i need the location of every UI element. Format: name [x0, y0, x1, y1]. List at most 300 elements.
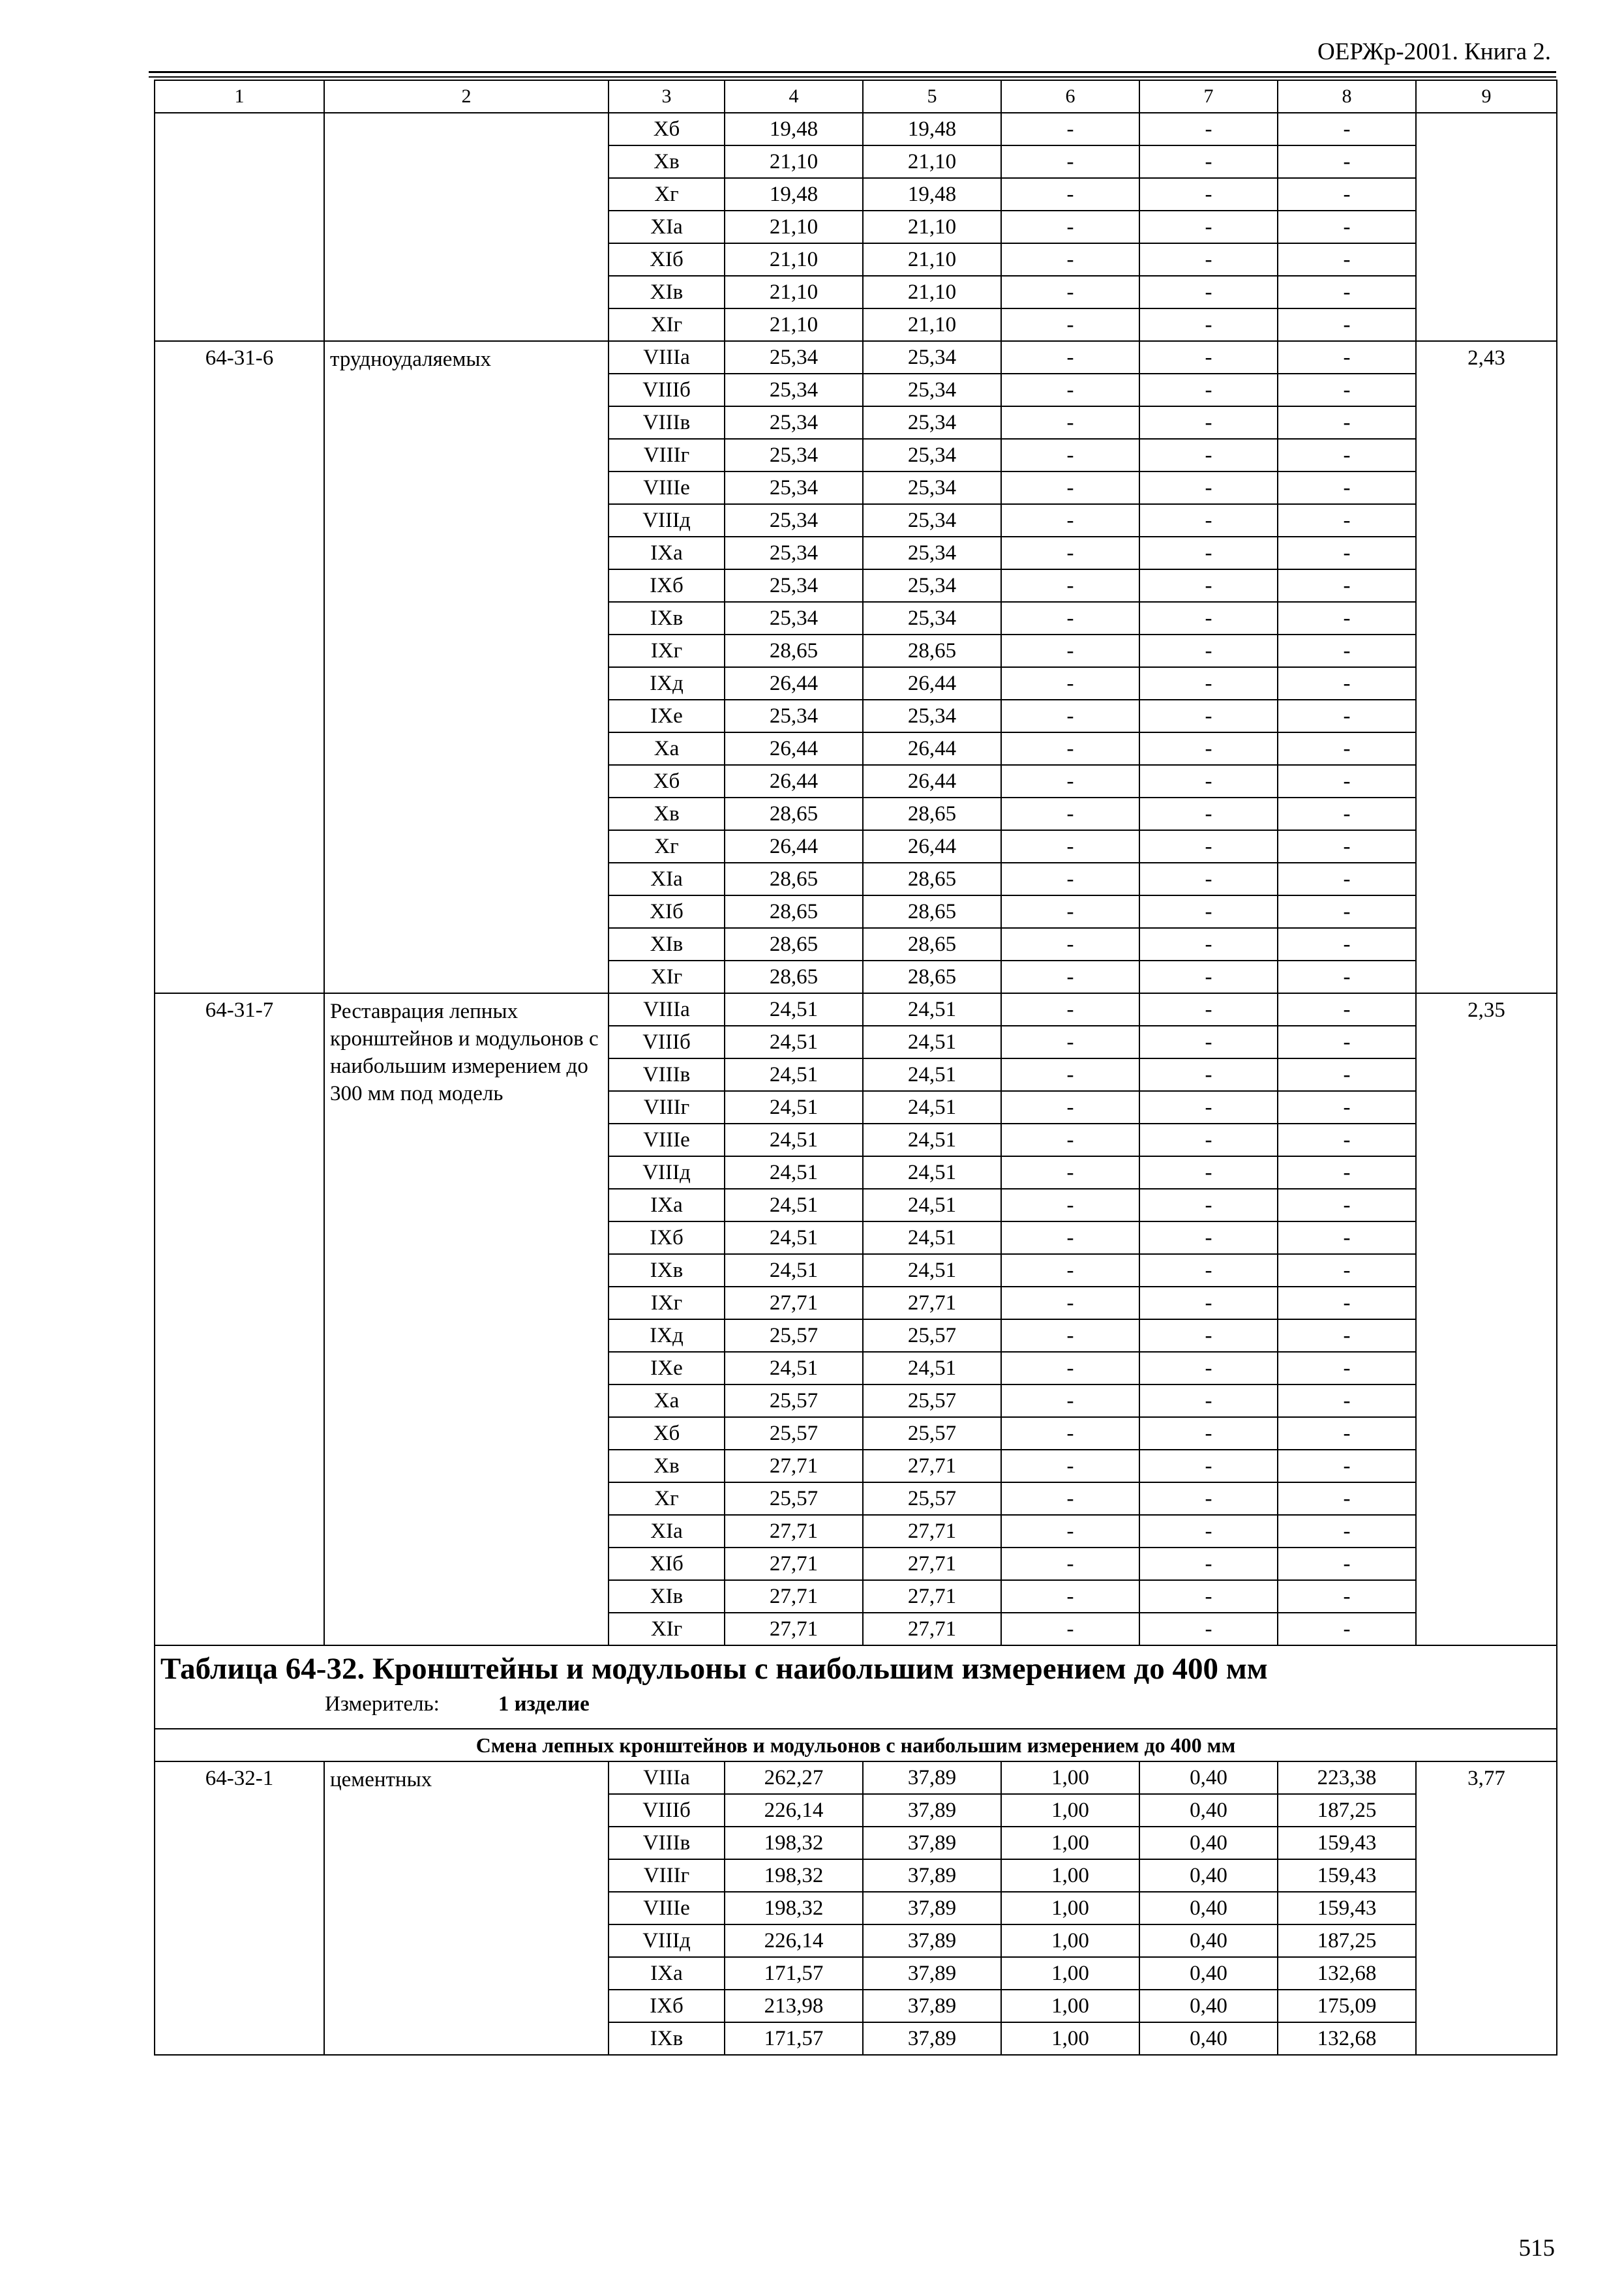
machine-cost: - [1001, 504, 1139, 537]
labor-cost: 37,89 [863, 1990, 1001, 2022]
total-cost: 28,65 [725, 798, 863, 830]
labor-cost: 27,71 [863, 1548, 1001, 1580]
machinist-wages: - [1139, 406, 1278, 439]
machinist-wages: 0,40 [1139, 1892, 1278, 1924]
labor-cost: 24,51 [863, 1124, 1001, 1156]
machinist-wages: - [1139, 113, 1278, 145]
machinist-wages: - [1139, 1352, 1278, 1384]
column-number: 2 [324, 80, 609, 113]
region-code: Xв [609, 145, 725, 178]
region-code: XIг [609, 308, 725, 341]
machinist-wages: - [1139, 993, 1278, 1026]
machinist-wages: 0,40 [1139, 1957, 1278, 1990]
total-cost: 21,10 [725, 243, 863, 276]
total-cost: 24,51 [725, 1124, 863, 1156]
labor-cost: 24,51 [863, 1352, 1001, 1384]
region-code: IXд [609, 1319, 725, 1352]
materials-cost: - [1278, 798, 1416, 830]
machine-cost: - [1001, 211, 1139, 243]
materials-cost: - [1278, 1058, 1416, 1091]
region-code: VIIIг [609, 1859, 725, 1892]
norm-code: 64-32-1 [155, 1761, 324, 2055]
total-cost: 24,51 [725, 1091, 863, 1124]
machinist-wages: - [1139, 1091, 1278, 1124]
materials-cost: - [1278, 830, 1416, 863]
total-cost: 171,57 [725, 1957, 863, 1990]
region-code: IXд [609, 667, 725, 700]
total-cost: 25,34 [725, 341, 863, 374]
labor-cost: 27,71 [863, 1580, 1001, 1613]
machinist-wages: - [1139, 765, 1278, 798]
total-cost: 213,98 [725, 1990, 863, 2022]
machine-cost: - [1001, 1580, 1139, 1613]
materials-cost: - [1278, 374, 1416, 406]
machinist-wages: 0,40 [1139, 1990, 1278, 2022]
column-number: 4 [725, 80, 863, 113]
price-table [154, 80, 1557, 2056]
region-code: XIг [609, 1613, 725, 1645]
region-code: Xв [609, 798, 725, 830]
materials-cost: - [1278, 1254, 1416, 1287]
machinist-wages: - [1139, 1515, 1278, 1548]
region-code: VIIIа [609, 341, 725, 374]
materials-cost: - [1278, 732, 1416, 765]
materials-cost: - [1278, 602, 1416, 635]
machine-cost: - [1001, 1482, 1139, 1515]
machine-cost: - [1001, 602, 1139, 635]
materials-cost: - [1278, 439, 1416, 471]
labor-cost: 19,48 [863, 178, 1001, 211]
total-cost: 24,51 [725, 1026, 863, 1058]
machine-cost: 1,00 [1001, 1957, 1139, 1990]
region-code: IXе [609, 1352, 725, 1384]
table-caption-row [155, 1645, 1557, 1729]
machinist-wages: 0,40 [1139, 1859, 1278, 1892]
region-code: Xг [609, 178, 725, 211]
total-cost: 27,71 [725, 1580, 863, 1613]
region-code: VIIIд [609, 504, 725, 537]
region-code: XIа [609, 211, 725, 243]
materials-cost: 159,43 [1278, 1827, 1416, 1859]
machine-cost: - [1001, 178, 1139, 211]
machinist-wages: - [1139, 1417, 1278, 1450]
work-description: Реставрация лепных кронштейнов и модульонов с наибольшим измерением до 300 мм под модель [324, 993, 609, 1645]
machinist-wages: - [1139, 635, 1278, 667]
materials-cost: - [1278, 928, 1416, 961]
column-number: 7 [1139, 80, 1278, 113]
region-code: XIг [609, 961, 725, 993]
machinist-wages: - [1139, 700, 1278, 732]
labor-cost: 25,34 [863, 700, 1001, 732]
region-code: XIв [609, 1580, 725, 1613]
column-number: 3 [609, 80, 725, 113]
region-code: IXб [609, 569, 725, 602]
machinist-wages: - [1139, 732, 1278, 765]
machine-cost: - [1001, 1450, 1139, 1482]
machinist-wages: - [1139, 178, 1278, 211]
machinist-wages: - [1139, 1287, 1278, 1319]
table-caption-title: Таблица 64-32. Кронштейны и модульоны с наибольшим измерением до 400 мм [160, 1652, 1268, 1686]
machine-cost: - [1001, 1287, 1139, 1319]
total-cost: 25,34 [725, 602, 863, 635]
materials-cost: 132,68 [1278, 1957, 1416, 1990]
machine-cost: - [1001, 1124, 1139, 1156]
region-code: IXв [609, 602, 725, 635]
machinist-wages: - [1139, 1613, 1278, 1645]
region-code: Xб [609, 765, 725, 798]
labor-cost: 26,44 [863, 830, 1001, 863]
materials-cost: - [1278, 243, 1416, 276]
total-cost: 25,57 [725, 1482, 863, 1515]
table-caption-section [155, 1645, 1557, 1761]
total-cost: 19,48 [725, 113, 863, 145]
labor-cost: 24,51 [863, 1091, 1001, 1124]
document-title: ОЕРЖр-2001. Книга 2. [1317, 38, 1551, 65]
region-code: XIб [609, 895, 725, 928]
norm-code [155, 113, 324, 341]
labor-cost: 25,34 [863, 569, 1001, 602]
page-number: 515 [1518, 2235, 1555, 2262]
column-number-row [155, 80, 1557, 113]
table-body-upper [155, 80, 1557, 1645]
materials-cost: - [1278, 276, 1416, 308]
machinist-wages: 0,40 [1139, 2022, 1278, 2055]
machinist-wages: - [1139, 341, 1278, 374]
labor-cost: 21,10 [863, 276, 1001, 308]
labor-cost: 26,44 [863, 667, 1001, 700]
total-cost: 27,71 [725, 1450, 863, 1482]
region-code: VIIIв [609, 1058, 725, 1091]
materials-cost: - [1278, 569, 1416, 602]
total-cost: 28,65 [725, 928, 863, 961]
labor-cost: 25,57 [863, 1319, 1001, 1352]
region-code: VIIIд [609, 1156, 725, 1189]
machinist-wages: - [1139, 537, 1278, 569]
machine-cost: - [1001, 765, 1139, 798]
materials-cost: - [1278, 1319, 1416, 1352]
total-cost: 25,34 [725, 439, 863, 471]
machinist-wages: - [1139, 504, 1278, 537]
region-code: IXв [609, 1254, 725, 1287]
machine-cost: - [1001, 113, 1139, 145]
work-description: трудноудаляемых [324, 341, 609, 993]
total-cost: 24,51 [725, 1058, 863, 1091]
region-code: XIб [609, 243, 725, 276]
materials-cost: 159,43 [1278, 1859, 1416, 1892]
total-cost: 262,27 [725, 1761, 863, 1794]
column-number: 5 [863, 80, 1001, 113]
total-cost: 25,34 [725, 569, 863, 602]
machinist-wages: - [1139, 602, 1278, 635]
total-cost: 24,51 [725, 1352, 863, 1384]
measure-line [160, 1689, 1551, 1719]
region-code: VIIIв [609, 1827, 725, 1859]
labor-cost: 37,89 [863, 1924, 1001, 1957]
materials-cost: - [1278, 178, 1416, 211]
machinist-wages: - [1139, 1384, 1278, 1417]
labor-hours: 2,43 [1416, 341, 1557, 993]
machinist-wages: - [1139, 145, 1278, 178]
machinist-wages: - [1139, 863, 1278, 895]
machine-cost: - [1001, 1091, 1139, 1124]
materials-cost: - [1278, 1189, 1416, 1221]
region-code: VIIIе [609, 1124, 725, 1156]
materials-cost: - [1278, 1156, 1416, 1189]
labor-cost: 27,71 [863, 1515, 1001, 1548]
labor-cost: 25,34 [863, 471, 1001, 504]
materials-cost: - [1278, 667, 1416, 700]
labor-cost: 28,65 [863, 863, 1001, 895]
labor-cost: 24,51 [863, 1189, 1001, 1221]
region-code: VIIIе [609, 471, 725, 504]
machine-cost: - [1001, 1026, 1139, 1058]
measure-unit: 1 изделие [498, 1692, 590, 1716]
total-cost: 171,57 [725, 2022, 863, 2055]
total-cost: 27,71 [725, 1548, 863, 1580]
page-header [149, 34, 1556, 73]
machinist-wages: - [1139, 471, 1278, 504]
region-code: Xб [609, 1417, 725, 1450]
total-cost: 28,65 [725, 863, 863, 895]
machine-cost: - [1001, 537, 1139, 569]
region-code: VIIIа [609, 993, 725, 1026]
total-cost: 25,57 [725, 1319, 863, 1352]
region-code: IXг [609, 635, 725, 667]
materials-cost: - [1278, 1287, 1416, 1319]
materials-cost: - [1278, 113, 1416, 145]
labor-cost: 37,89 [863, 1859, 1001, 1892]
region-code: Xв [609, 1450, 725, 1482]
materials-cost: 159,43 [1278, 1892, 1416, 1924]
labor-cost: 37,89 [863, 1957, 1001, 1990]
column-number: 6 [1001, 80, 1139, 113]
machine-cost: - [1001, 471, 1139, 504]
region-code: VIIIа [609, 1761, 725, 1794]
labor-cost: 25,34 [863, 504, 1001, 537]
region-code: XIб [609, 1548, 725, 1580]
total-cost: 27,71 [725, 1287, 863, 1319]
table-body-lower [155, 1761, 1557, 2055]
region-code: VIIIб [609, 1794, 725, 1827]
machine-cost: - [1001, 406, 1139, 439]
machinist-wages: - [1139, 1548, 1278, 1580]
machine-cost: - [1001, 863, 1139, 895]
materials-cost: - [1278, 1026, 1416, 1058]
machinist-wages: - [1139, 1124, 1278, 1156]
norm-code: 64-31-6 [155, 341, 324, 993]
total-cost: 24,51 [725, 1221, 863, 1254]
machinist-wages: 0,40 [1139, 1794, 1278, 1827]
machine-cost: - [1001, 341, 1139, 374]
machine-cost: - [1001, 1613, 1139, 1645]
machinist-wages: - [1139, 667, 1278, 700]
total-cost: 19,48 [725, 178, 863, 211]
region-code: VIIIд [609, 1924, 725, 1957]
machinist-wages: - [1139, 569, 1278, 602]
machine-cost: - [1001, 830, 1139, 863]
labor-cost: 37,89 [863, 1794, 1001, 1827]
materials-cost: - [1278, 700, 1416, 732]
machinist-wages: - [1139, 1156, 1278, 1189]
total-cost: 27,71 [725, 1613, 863, 1645]
materials-cost: - [1278, 145, 1416, 178]
table-caption-cell [155, 1645, 1557, 1729]
machine-cost: - [1001, 569, 1139, 602]
machine-cost: 1,00 [1001, 1990, 1139, 2022]
labor-cost: 28,65 [863, 928, 1001, 961]
total-cost: 226,14 [725, 1924, 863, 1957]
materials-cost: 223,38 [1278, 1761, 1416, 1794]
machine-cost: 1,00 [1001, 1761, 1139, 1794]
labor-cost: 25,34 [863, 537, 1001, 569]
labor-cost: 28,65 [863, 895, 1001, 928]
machine-cost: - [1001, 732, 1139, 765]
machine-cost: - [1001, 895, 1139, 928]
total-cost: 24,51 [725, 993, 863, 1026]
total-cost: 24,51 [725, 1189, 863, 1221]
materials-cost: - [1278, 406, 1416, 439]
labor-cost: 25,57 [863, 1482, 1001, 1515]
column-number: 9 [1416, 80, 1557, 113]
machinist-wages: - [1139, 895, 1278, 928]
labor-cost: 24,51 [863, 1156, 1001, 1189]
labor-cost: 24,51 [863, 993, 1001, 1026]
region-code: Xа [609, 732, 725, 765]
machinist-wages: - [1139, 374, 1278, 406]
region-code: IXб [609, 1990, 725, 2022]
machine-cost: - [1001, 961, 1139, 993]
labor-cost: 27,71 [863, 1287, 1001, 1319]
machinist-wages: - [1139, 1189, 1278, 1221]
machine-cost: - [1001, 243, 1139, 276]
region-code: Xг [609, 830, 725, 863]
labor-cost: 24,51 [863, 1254, 1001, 1287]
materials-cost: - [1278, 1613, 1416, 1645]
machinist-wages: - [1139, 1221, 1278, 1254]
labor-cost: 19,48 [863, 113, 1001, 145]
total-cost: 26,44 [725, 732, 863, 765]
labor-hours: 2,35 [1416, 993, 1557, 1645]
total-cost: 27,71 [725, 1515, 863, 1548]
region-code: IXв [609, 2022, 725, 2055]
materials-cost: - [1278, 537, 1416, 569]
materials-cost: - [1278, 1384, 1416, 1417]
region-code: IXг [609, 1287, 725, 1319]
materials-cost: - [1278, 1221, 1416, 1254]
labor-cost: 25,57 [863, 1417, 1001, 1450]
machine-cost: - [1001, 1515, 1139, 1548]
region-code: Xа [609, 1384, 725, 1417]
machine-cost: - [1001, 1254, 1139, 1287]
machine-cost: - [1001, 1352, 1139, 1384]
total-cost: 28,65 [725, 961, 863, 993]
materials-cost: - [1278, 1482, 1416, 1515]
materials-cost: - [1278, 993, 1416, 1026]
subsection-row [155, 1729, 1557, 1761]
machine-cost: - [1001, 667, 1139, 700]
labor-cost: 26,44 [863, 765, 1001, 798]
machine-cost: - [1001, 439, 1139, 471]
work-description [324, 113, 609, 341]
machine-cost: - [1001, 276, 1139, 308]
materials-cost: - [1278, 961, 1416, 993]
machine-cost: - [1001, 1548, 1139, 1580]
labor-cost: 21,10 [863, 211, 1001, 243]
total-cost: 24,51 [725, 1254, 863, 1287]
labor-cost: 25,34 [863, 602, 1001, 635]
total-cost: 25,34 [725, 471, 863, 504]
total-cost: 28,65 [725, 635, 863, 667]
materials-cost: - [1278, 635, 1416, 667]
machine-cost: - [1001, 928, 1139, 961]
machine-cost: 1,00 [1001, 1827, 1139, 1859]
machinist-wages: - [1139, 1026, 1278, 1058]
total-cost: 198,32 [725, 1827, 863, 1859]
machinist-wages: - [1139, 1482, 1278, 1515]
labor-cost: 25,34 [863, 374, 1001, 406]
materials-cost: - [1278, 863, 1416, 895]
region-code: Xг [609, 1482, 725, 1515]
machinist-wages: 0,40 [1139, 1761, 1278, 1794]
region-code: IXа [609, 1957, 725, 1990]
machine-cost: - [1001, 1319, 1139, 1352]
machinist-wages: - [1139, 276, 1278, 308]
total-cost: 25,34 [725, 406, 863, 439]
labor-hours [1416, 113, 1557, 341]
labor-cost: 25,34 [863, 341, 1001, 374]
labor-cost: 27,71 [863, 1450, 1001, 1482]
machinist-wages: - [1139, 439, 1278, 471]
materials-cost: - [1278, 1417, 1416, 1450]
materials-cost: - [1278, 1515, 1416, 1548]
materials-cost: - [1278, 1548, 1416, 1580]
norm-code: 64-31-7 [155, 993, 324, 1645]
labor-cost: 21,10 [863, 145, 1001, 178]
machinist-wages: - [1139, 243, 1278, 276]
machine-cost: - [1001, 1058, 1139, 1091]
machinist-wages: - [1139, 1450, 1278, 1482]
machinist-wages: - [1139, 1319, 1278, 1352]
machinist-wages: - [1139, 798, 1278, 830]
total-cost: 25,57 [725, 1417, 863, 1450]
materials-cost: - [1278, 1091, 1416, 1124]
region-code: IXа [609, 1189, 725, 1221]
machinist-wages: - [1139, 211, 1278, 243]
labor-cost: 28,65 [863, 798, 1001, 830]
total-cost: 24,51 [725, 1156, 863, 1189]
machinist-wages: - [1139, 1580, 1278, 1613]
region-code: VIIIб [609, 374, 725, 406]
region-code: VIIIб [609, 1026, 725, 1058]
total-cost: 28,65 [725, 895, 863, 928]
machine-cost: - [1001, 1384, 1139, 1417]
materials-cost: 187,25 [1278, 1794, 1416, 1827]
measure-label: Измеритель: [325, 1692, 440, 1716]
region-code: XIа [609, 863, 725, 895]
materials-cost: - [1278, 765, 1416, 798]
total-cost: 21,10 [725, 145, 863, 178]
total-cost: 26,44 [725, 765, 863, 798]
machine-cost: - [1001, 1156, 1139, 1189]
table-row [155, 341, 1557, 374]
labor-cost: 24,51 [863, 1221, 1001, 1254]
machine-cost: - [1001, 700, 1139, 732]
materials-cost: - [1278, 471, 1416, 504]
machine-cost: 1,00 [1001, 2022, 1139, 2055]
materials-cost: - [1278, 1450, 1416, 1482]
machine-cost: - [1001, 798, 1139, 830]
total-cost: 21,10 [725, 308, 863, 341]
